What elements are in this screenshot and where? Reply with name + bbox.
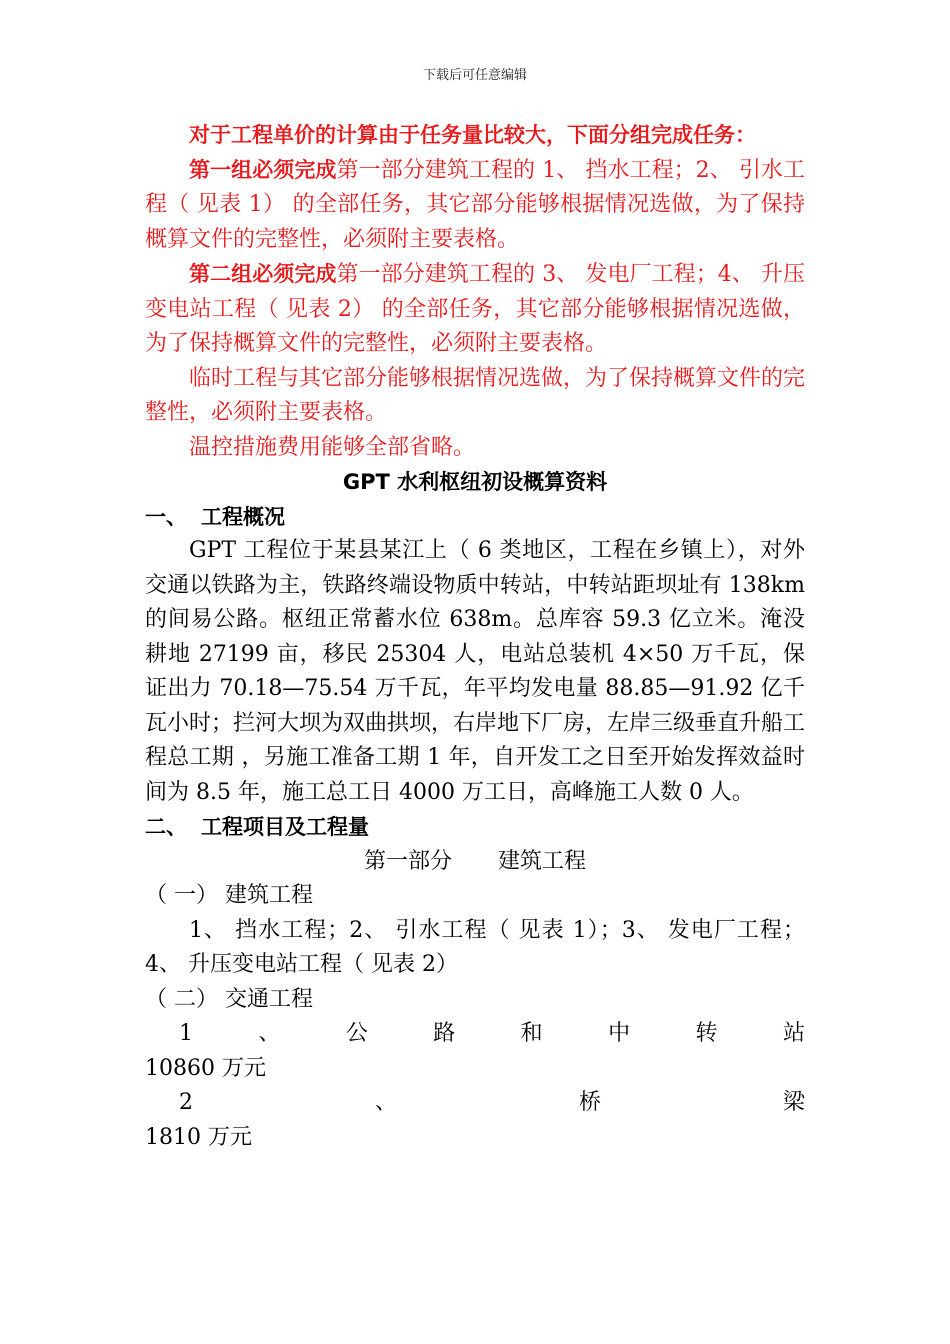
- group2-paragraph: [145, 257, 805, 362]
- group1-label: 第一组必须完成: [189, 157, 337, 182]
- page-header: 下载后可任意编辑: [422, 68, 527, 83]
- item1-char: 路: [433, 1021, 456, 1046]
- section2-title: 工程项目及工程量: [201, 815, 369, 839]
- item1-char: 和: [520, 1021, 543, 1046]
- part-label: 第一部分: [363, 848, 452, 874]
- section2-heading: [145, 810, 805, 845]
- subsection1-body: 1、 挡水工程；2、 引水工程（ 见表 1）；3、 发电厂工程；4、 升压变电站工程（ 见表 2）: [145, 917, 805, 977]
- part-heading: [145, 845, 805, 880]
- group2-label: 第二组必须完成: [189, 262, 337, 286]
- group2-text: 第一部分建筑工程的 3、 发电厂工程；4、 升压变电站工程（ 见表 2） 的全部任务，其它部分能够根据情况选做，为了保持概算文件的完整性，必须附主要表格。: [145, 262, 806, 356]
- section1-heading: [145, 500, 805, 535]
- item1-char: 公: [345, 1021, 368, 1046]
- part-title: 建筑工程: [498, 848, 587, 874]
- group1-paragraph: [145, 153, 805, 258]
- item2-row: [145, 1086, 805, 1121]
- item1-row: [145, 1017, 805, 1052]
- document-body: [145, 118, 805, 1155]
- section1-title: 工程概况: [201, 504, 285, 529]
- section1-number: 一、: [145, 504, 187, 529]
- item1-char: 中: [608, 1021, 631, 1046]
- subsection2-heading: （ 二） 交通工程: [145, 986, 313, 1012]
- item1-char: 、: [258, 1021, 281, 1046]
- section1-body: GPT 工程位于某县某江上（ 6 类地区，工程在乡镇上），对外交通以铁路为主，铁路终端设物质中转站，中转站距坝址有 138km 的间易公路。枢纽正常蓄水位 638m。总库容 59.3 亿立米。淹没耕地 27199 亩，移民 25304 人，电站总装机 4×50 万千瓦，保证出力 70.18—75.54 万千瓦，年平均发电量 88.85—91.92 亿千瓦小时；拦河大坝为双曲拱坝，右岸地下厂房，左岸三级垂直升船工程总工期 ，另施工准备工期 1 年，自开发工之日至开始发挥效益时间为 8.5 年，施工总工日 4000 万工日，高峰施工人数 0 人。: [145, 538, 806, 805]
- intro-line: 对于工程单价的计算由于任务量比较大，下面分组完成任务：: [189, 123, 756, 147]
- document-title: GPT 水利枢纽初设概算资料: [342, 470, 608, 494]
- item1-amount: 10860 万元: [145, 1055, 266, 1081]
- subsection1-heading: （ 一） 建筑工程: [145, 883, 313, 908]
- item2-amount: 1810 万元: [145, 1124, 252, 1150]
- group1-text: 第一部分建筑工程的 1、 挡水工程；2、 引水工程（ 见表 1） 的全部任务，其它部分能够根据情况选做，为了保持概算文件的完整性，必须附主要表格。: [145, 157, 806, 252]
- item2-char: 梁: [782, 1090, 805, 1115]
- item2-char: 2: [179, 1090, 193, 1115]
- temperature-paragraph: 温控措施费用能够全部省略。: [189, 434, 476, 460]
- item1-char: 转: [695, 1021, 718, 1046]
- item2-char: 、: [374, 1090, 397, 1115]
- section2-number: 二、: [145, 815, 187, 839]
- item1-char: 站: [782, 1021, 805, 1046]
- item1-char: 1: [179, 1021, 193, 1046]
- item2-char: 桥: [578, 1090, 601, 1115]
- temp-paragraph: 临时工程与其它部分能够根据情况选做，为了保持概算文件的完整性，必须附主要表格。: [145, 365, 806, 425]
